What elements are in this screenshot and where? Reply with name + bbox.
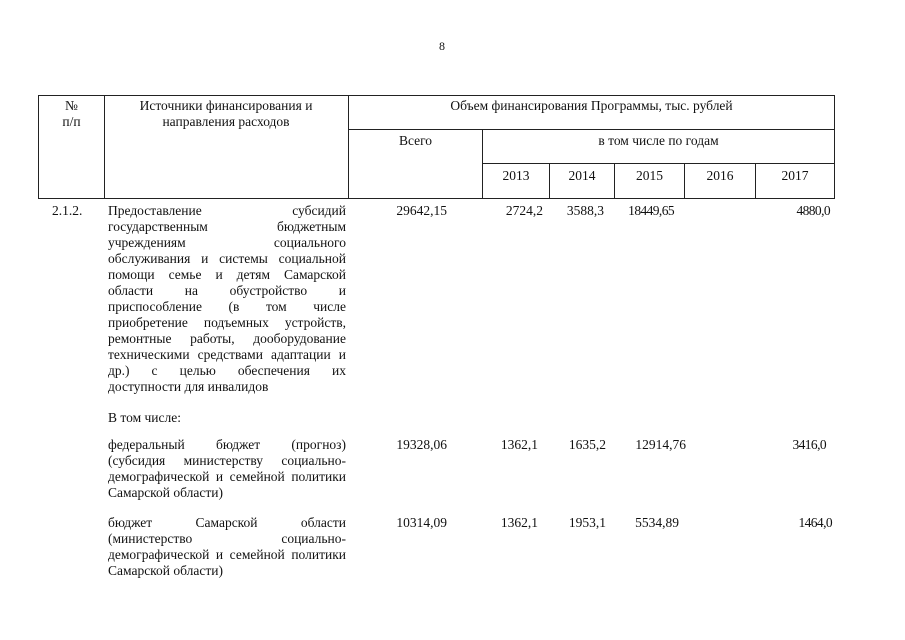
- row-description: В том числе:: [108, 410, 181, 425]
- row-2017: 3416,0: [792, 437, 826, 452]
- row-description: федеральный бюджет (прогноз) (субсидия министерству социально-демографической и семейной политики Самарской области): [108, 437, 346, 500]
- row-2013: 1362,1: [500, 437, 538, 452]
- row-2017: 4880,0: [796, 203, 830, 218]
- row-description: Предоставление субсидий государственным бюджетным учреждениям социального обслуживания и системы социальной помощи семье и детям Самарской области на обустройство и приспособление (в том числе приобретение подъемных устройств, ремонтные работы, дооборудование техническими средствами адаптации и др.) с целью обеспечения их доступности для инвалидов: [108, 203, 346, 394]
- row-total: 29642,15: [396, 203, 447, 218]
- row-number: 2.1.2.: [52, 203, 83, 218]
- header-years-divider: [482, 163, 835, 164]
- header-col-by-years: в том числе по годам: [598, 133, 719, 148]
- header-year-2016: 2016: [706, 168, 734, 183]
- header-top-border: [38, 95, 835, 96]
- header-year-2015: 2015: [636, 168, 663, 183]
- row-2015: 5534,89: [635, 515, 679, 530]
- header-year-2014: 2014: [568, 168, 596, 183]
- row-total: 19328,06: [396, 437, 447, 452]
- header-col-total: Всего: [398, 133, 433, 148]
- header-col-source: Источники финансирования и направления расходов: [139, 98, 313, 129]
- row-2015: 18449,65: [628, 203, 674, 218]
- row-2013: 2724,2: [505, 203, 543, 218]
- row-2014: 1635,2: [568, 437, 606, 452]
- row-2017: 1464,0: [798, 515, 832, 530]
- row-total: 10314,09: [396, 515, 447, 530]
- header-col-volume: Объем финансирования Программы, тыс. рублей: [450, 98, 733, 113]
- row-2014: 3588,3: [566, 203, 604, 218]
- header-volume-divider: [348, 129, 835, 130]
- header-bottom-border: [38, 198, 835, 199]
- header-year-2017: 2017: [781, 168, 809, 183]
- row-2015: 12914,76: [635, 437, 686, 452]
- header-col-divider-1: [104, 95, 105, 199]
- header-right-border: [834, 95, 835, 199]
- page-number: 8: [439, 39, 445, 53]
- header-col-no: № п/п: [62, 98, 81, 129]
- row-description: бюджет Самарской области (министерство социально-демографической и семейной политики Самарской области): [108, 515, 346, 578]
- header-year-2013: 2013: [502, 168, 530, 183]
- row-2014: 1953,1: [568, 515, 606, 530]
- row-2013: 1362,1: [500, 515, 538, 530]
